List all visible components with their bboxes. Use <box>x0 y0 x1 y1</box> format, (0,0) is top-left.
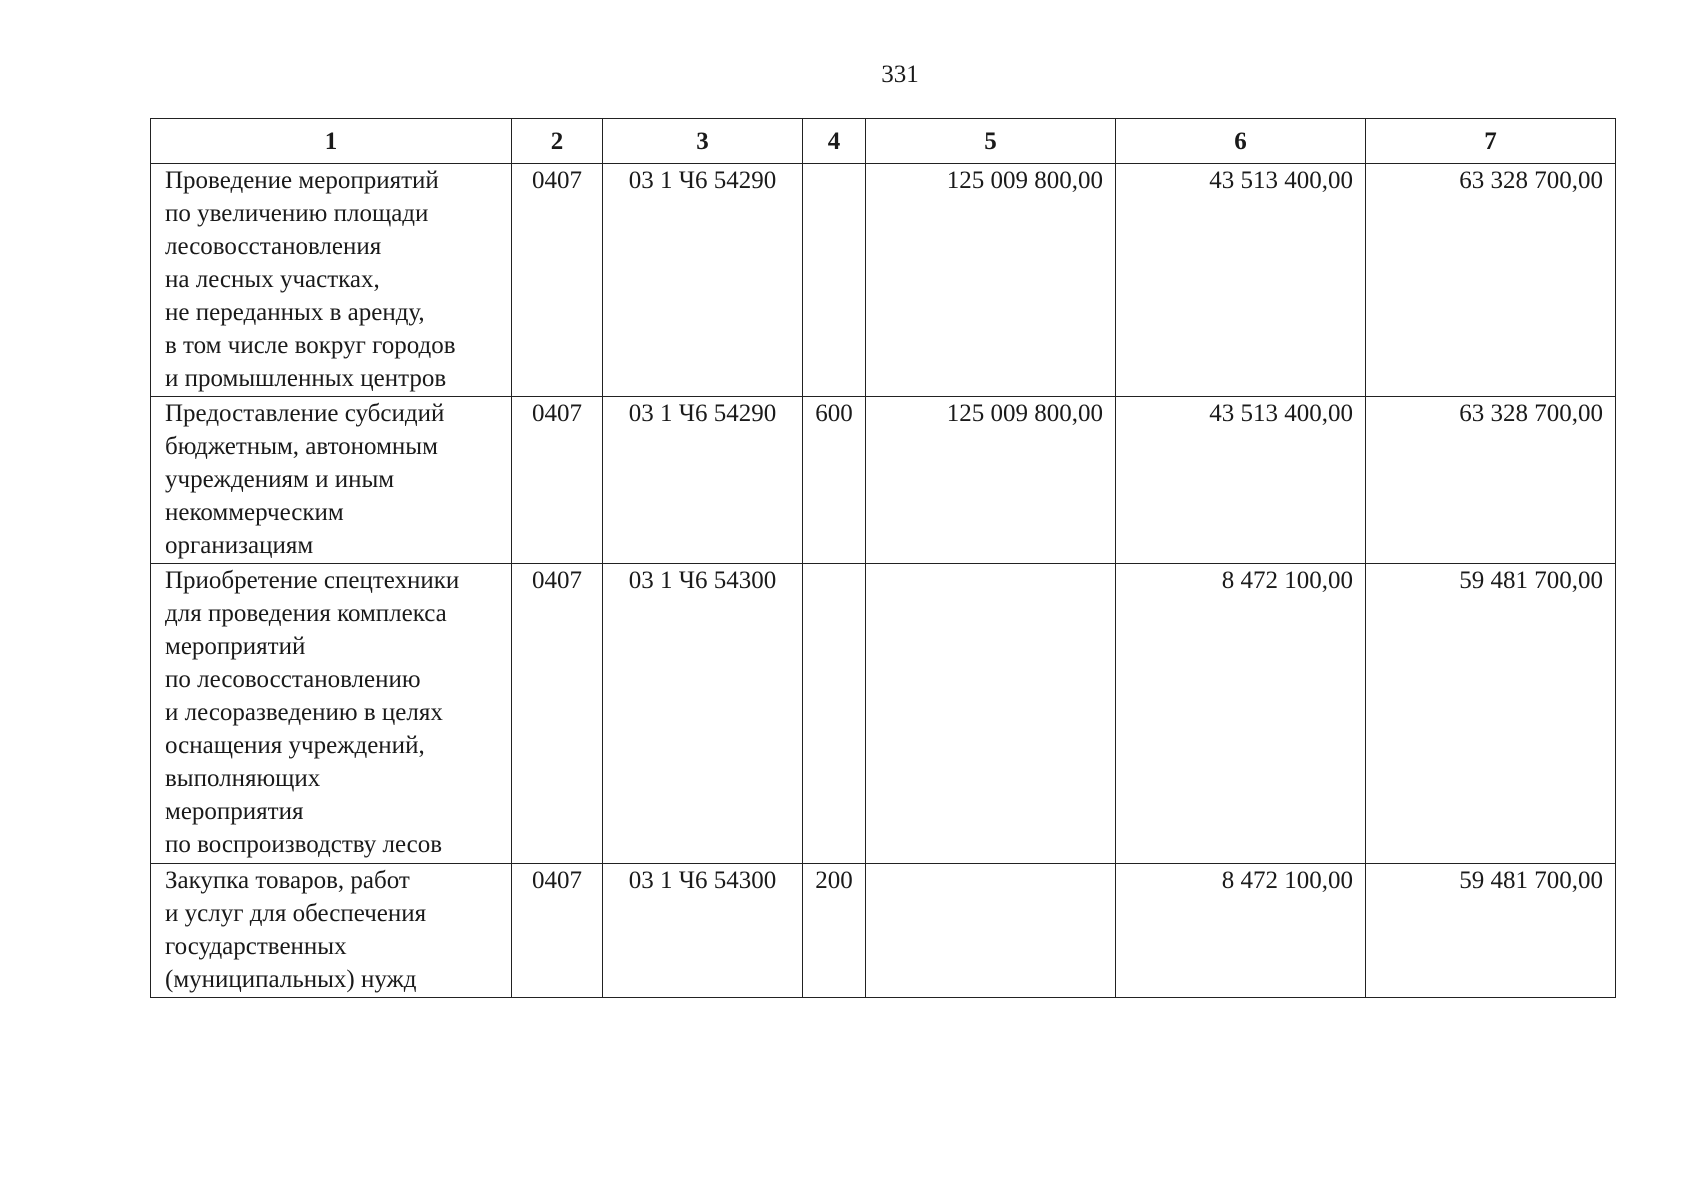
amount-col-5: 125 009 800,00 <box>866 164 1116 397</box>
header-col-4: 4 <box>803 119 866 164</box>
row-description: Проведение мероприятий по увеличению площади лесовосстановления на лесных участках, не переданных в аренду, в том числе вокруг городов и промышленных центров <box>151 164 512 397</box>
amount-col-7: 59 481 700,00 <box>1366 864 1616 998</box>
expense-type-code: 200 <box>803 864 866 998</box>
section-code: 0407 <box>512 397 603 564</box>
amount-col-7: 59 481 700,00 <box>1366 564 1616 864</box>
target-article-code: 03 1 Ч6 54300 <box>603 864 803 998</box>
header-col-2: 2 <box>512 119 603 164</box>
section-code: 0407 <box>512 164 603 397</box>
header-col-1: 1 <box>151 119 512 164</box>
budget-table <box>150 118 1616 998</box>
header-row <box>151 119 1616 164</box>
table-header <box>151 119 1616 164</box>
expense-type-code <box>803 564 866 864</box>
row-description: Предоставление субсидий бюджетным, автономным учреждениям и иным некоммерческим организациям <box>151 397 512 564</box>
amount-col-5 <box>866 564 1116 864</box>
page-number: 331 <box>881 61 919 88</box>
table-row <box>151 397 1616 564</box>
table-body <box>151 164 1616 998</box>
target-article-code: 03 1 Ч6 54290 <box>603 397 803 564</box>
table-row <box>151 164 1616 397</box>
amount-col-6: 8 472 100,00 <box>1116 864 1366 998</box>
section-code: 0407 <box>512 564 603 864</box>
row-description: Закупка товаров, работ и услуг для обеспечения государственных (муниципальных) нужд <box>151 864 512 998</box>
expense-type-code: 600 <box>803 397 866 564</box>
header-col-3: 3 <box>603 119 803 164</box>
target-article-code: 03 1 Ч6 54290 <box>603 164 803 397</box>
section-code: 0407 <box>512 864 603 998</box>
header-col-5: 5 <box>866 119 1116 164</box>
header-col-6: 6 <box>1116 119 1366 164</box>
amount-col-6: 43 513 400,00 <box>1116 164 1366 397</box>
amount-col-6: 8 472 100,00 <box>1116 564 1366 864</box>
amount-col-7: 63 328 700,00 <box>1366 164 1616 397</box>
expense-type-code <box>803 164 866 397</box>
amount-col-5 <box>866 864 1116 998</box>
target-article-code: 03 1 Ч6 54300 <box>603 564 803 864</box>
row-description: Приобретение спецтехники для проведения комплекса мероприятий по лесовосстановлению и лесоразведению в целях оснащения учреждений, выполняющих мероприятия по воспроизводству лесов <box>151 564 512 864</box>
table-row <box>151 564 1616 864</box>
amount-col-7: 63 328 700,00 <box>1366 397 1616 564</box>
amount-col-6: 43 513 400,00 <box>1116 397 1366 564</box>
table-row <box>151 864 1616 998</box>
amount-col-5: 125 009 800,00 <box>866 397 1116 564</box>
header-col-7: 7 <box>1366 119 1616 164</box>
